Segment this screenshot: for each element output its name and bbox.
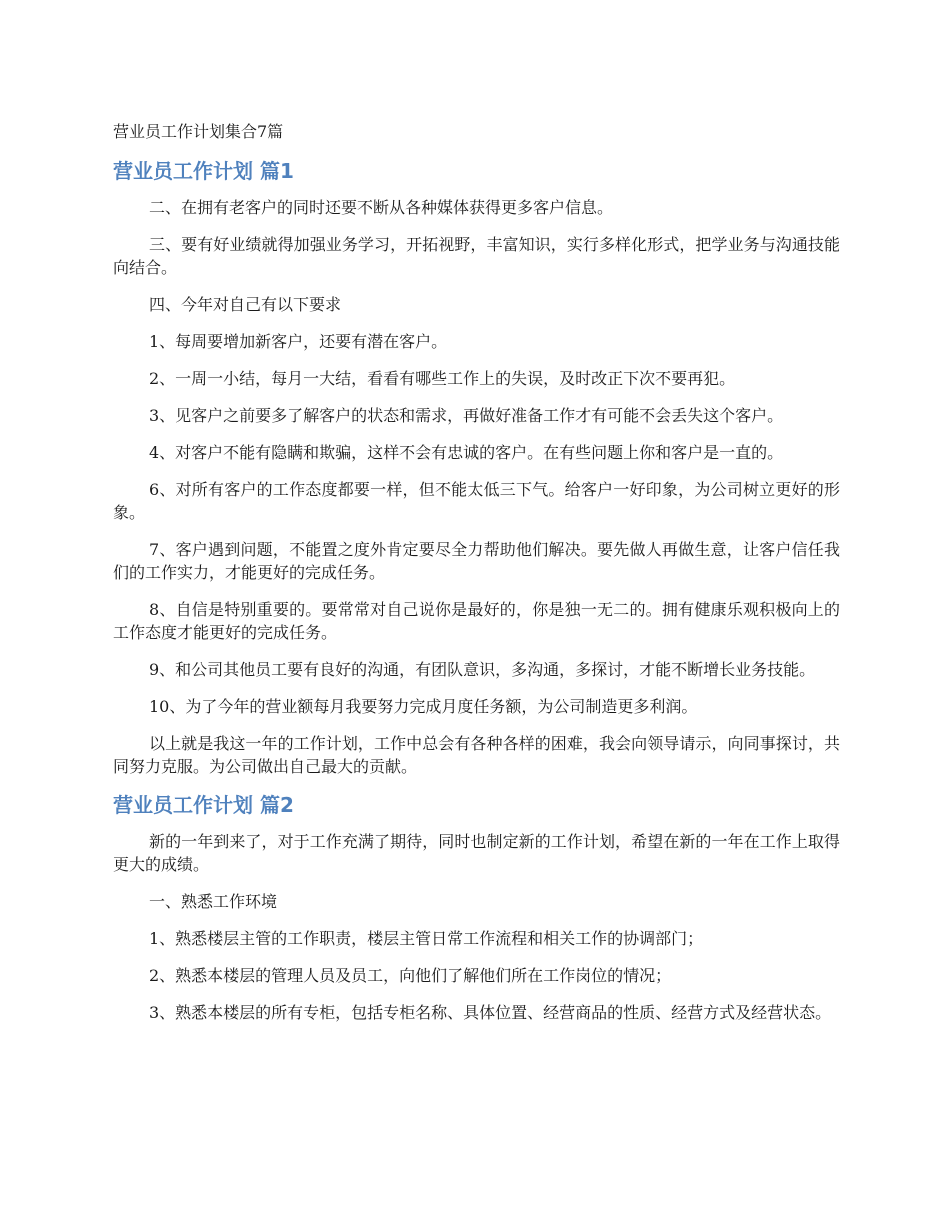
- paragraph: 四、今年对自己有以下要求: [149, 295, 342, 314]
- paragraph: 4、对客户不能有隐瞒和欺骗，这样不会有忠诚的客户。在有些问题上你和客户是一直的。: [149, 443, 784, 462]
- paragraph: 三、要有好业绩就得加强业务学习，开拓视野，丰富知识，实行多样化形式，把学业务与沟通技能向结合。: [113, 235, 840, 277]
- document-title: 营业员工作计划集合7篇: [113, 122, 284, 141]
- paragraph: 2、熟悉本楼层的管理人员及员工，向他们了解他们所在工作岗位的情况；: [149, 966, 672, 985]
- paragraph: 二、在拥有老客户的同时还要不断从各种媒体获得更多客户信息。: [149, 198, 614, 217]
- document-page: [113, 120, 840, 1038]
- section-1: [113, 158, 840, 778]
- paragraph: 以上就是我这一年的工作计划，工作中总会有各种各样的困难，我会向领导请示，向同事探讨，共同努力克服。为公司做出自己最大的贡献。: [113, 734, 840, 776]
- paragraph: 1、熟悉楼层主管的工作职责，楼层主管日常工作流程和相关工作的协调部门；: [149, 929, 704, 948]
- paragraph: 新的一年到来了，对于工作充满了期待，同时也制定新的工作计划，希望在新的一年在工作上取得更大的成绩。: [113, 832, 840, 874]
- paragraph: 10、为了今年的营业额每月我要努力完成月度任务额，为公司制造更多利润。: [149, 697, 698, 716]
- paragraph: 8、自信是特别重要的。要常常对自己说你是最好的，你是独一无二的。拥有健康乐观积极向上的工作态度才能更好的完成任务。: [113, 600, 840, 642]
- paragraph: 6、对所有客户的工作态度都要一样，但不能太低三下气。给客户一好印象，为公司树立更好的形象。: [113, 480, 840, 522]
- section-heading: 营业员工作计划 篇2: [113, 793, 294, 817]
- section-heading: 营业员工作计划 篇1: [113, 159, 294, 183]
- paragraph: 7、客户遇到问题，不能置之度外肯定要尽全力帮助他们解决。要先做人再做生意，让客户信任我们的工作实力，才能更好的完成任务。: [113, 540, 840, 582]
- paragraph: 2、一周一小结，每月一大结，看看有哪些工作上的失误，及时改正下次不要再犯。: [149, 369, 736, 388]
- paragraph: 3、熟悉本楼层的所有专柜，包括专柜名称、具体位置、经营商品的性质、经营方式及经营状态。: [149, 1003, 832, 1022]
- section-2: [113, 792, 840, 1024]
- paragraph: 3、见客户之前要多了解客户的状态和需求，再做好准备工作才有可能不会丢失这个客户。: [149, 406, 784, 425]
- paragraph: 9、和公司其他员工要有良好的沟通，有团队意识，多沟通，多探讨，才能不断增长业务技能。: [149, 660, 816, 679]
- paragraph: 一、熟悉工作环境: [149, 892, 278, 911]
- paragraph: 1、每周要增加新客户，还要有潜在客户。: [149, 332, 448, 351]
